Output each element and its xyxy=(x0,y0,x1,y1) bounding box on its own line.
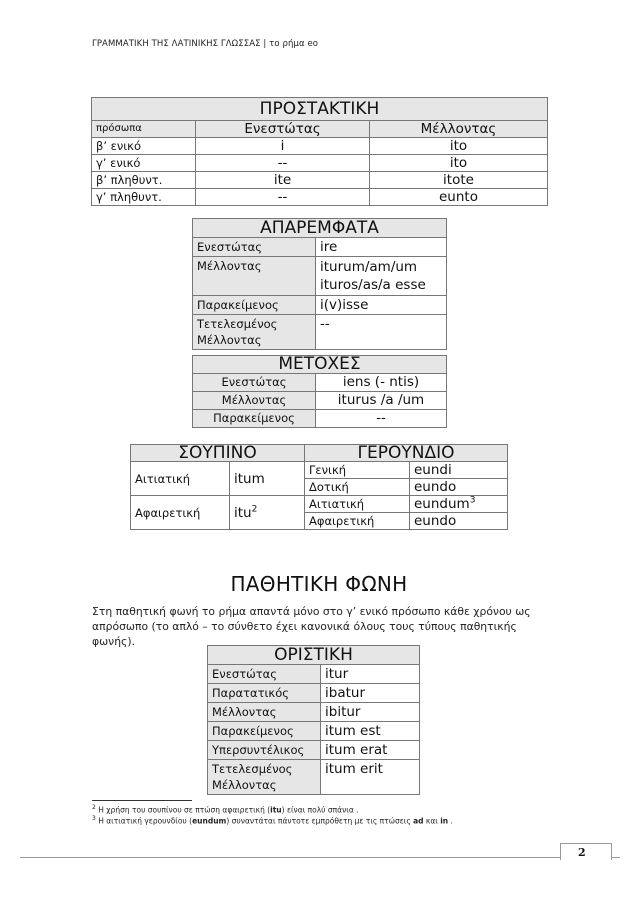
row-label: γ’ πληθυντ. xyxy=(92,189,196,206)
cell: iens (- ntis) xyxy=(316,374,447,392)
row-label: Παρακείμενος xyxy=(193,410,316,428)
table-row xyxy=(208,665,420,684)
table-row xyxy=(193,374,447,392)
indicative-title: ΟΡΙΣΤΙΚΗ xyxy=(208,646,420,665)
row-label: Αφαιρετική xyxy=(131,496,230,530)
table-row xyxy=(208,722,420,741)
footnote-text: ) είναι πολύ σπάνια . xyxy=(281,805,359,815)
footnote-text: Η χρήση του σουπίνου σε πτώση αφαιρετική ( xyxy=(95,805,271,815)
row-label: γ’ ενικό xyxy=(92,155,196,172)
cell: ire xyxy=(316,238,447,257)
cell: itum est xyxy=(321,722,420,741)
row-label: Αιτιατική xyxy=(305,496,410,513)
footnote-term: ad xyxy=(413,816,424,826)
row-label: Παρακείμενος xyxy=(193,296,316,315)
footnote-ref: 2 xyxy=(251,504,258,514)
table-row xyxy=(208,703,420,722)
table-row xyxy=(193,410,447,428)
cell: itum xyxy=(230,462,305,496)
cell: eunto xyxy=(370,189,548,206)
cell: eundo xyxy=(410,479,508,496)
table-row xyxy=(208,760,420,795)
row-label: Αφαιρετική xyxy=(305,513,410,530)
table-row xyxy=(92,138,548,155)
cell xyxy=(410,496,508,513)
row-label: β’ ενικό xyxy=(92,138,196,155)
footnote-text: και xyxy=(423,816,441,826)
table-row xyxy=(193,296,447,315)
footnote-text: ) συναντάται πάντοτε εμπρόθετη με τις πτώσεις xyxy=(226,816,414,826)
cell: i(v)isse xyxy=(316,296,447,315)
infinitives-table xyxy=(192,218,447,350)
infinitives-title: ΑΠΑΡΕΜΦΑΤΑ xyxy=(193,219,447,238)
row-label: β’ πληθυντ. xyxy=(92,172,196,189)
cell: itum erit xyxy=(321,760,420,795)
cell: iturum/am/um ituros/as/a esse xyxy=(316,257,447,296)
indicative-table xyxy=(207,645,420,795)
cell: eundi xyxy=(410,462,508,479)
cell: ito xyxy=(370,138,548,155)
table-row xyxy=(193,392,447,410)
row-label: Ενεστώτας xyxy=(193,238,316,257)
cell: ito xyxy=(370,155,548,172)
row-label: Τετελεσμένος Μέλλοντας xyxy=(208,760,321,795)
page-number-box xyxy=(560,843,612,860)
passive-heading: ΠΑΘΗΤΙΚΗ ΦΩΝΗ xyxy=(230,572,408,596)
table-row xyxy=(193,315,447,350)
col-future: Μέλλοντας xyxy=(370,121,548,138)
cell: -- xyxy=(196,155,370,172)
table-row xyxy=(193,238,447,257)
cell: itur xyxy=(321,665,420,684)
table-row xyxy=(208,684,420,703)
supine-title: ΣΟΥΠΙΝΟ xyxy=(131,445,305,462)
cell: ibatur xyxy=(321,684,420,703)
cell: ibitur xyxy=(321,703,420,722)
row-label: Δοτική xyxy=(305,479,410,496)
cell: -- xyxy=(316,410,447,428)
gerund-accusative-value: eundum xyxy=(414,496,470,512)
row-label: Μέλλοντας xyxy=(208,703,321,722)
table-row xyxy=(131,462,508,479)
supine-gerund-table xyxy=(130,444,508,530)
cell: -- xyxy=(316,315,447,350)
supine-ablative-value: itu xyxy=(234,504,252,521)
participles-title: ΜΕΤΟΧΕΣ xyxy=(193,356,447,374)
footer-rule-left xyxy=(20,857,560,858)
footnote-number: 3 xyxy=(92,815,96,822)
cell xyxy=(230,496,305,530)
footnote-term: itu xyxy=(270,805,282,815)
page-number: 2 xyxy=(578,846,586,859)
cell: eundo xyxy=(410,513,508,530)
footnote-term: in xyxy=(440,816,449,826)
footnote-3 xyxy=(92,815,453,826)
footnote-separator xyxy=(92,800,192,801)
table-row xyxy=(92,172,548,189)
row-label: Υπερσυντέλικος xyxy=(208,741,321,760)
cell: itum erat xyxy=(321,741,420,760)
footnote-2 xyxy=(92,804,359,815)
table-row xyxy=(92,189,548,206)
footnote-text: . xyxy=(448,816,453,826)
imperative-table xyxy=(91,97,548,206)
row-label: Παρατατικός xyxy=(208,684,321,703)
footnote-term: eundum xyxy=(192,816,227,826)
table-row xyxy=(131,496,508,513)
row-label: Αιτιατική xyxy=(131,462,230,496)
row-label: Τετελεσμένος Μέλλοντας xyxy=(193,315,316,350)
imperative-title: ΠΡΟΣΤΑΚΤΙΚΗ xyxy=(92,98,548,121)
footnote-number: 2 xyxy=(92,804,96,811)
row-label: Παρακείμενος xyxy=(208,722,321,741)
cell: itote xyxy=(370,172,548,189)
table-row xyxy=(92,155,548,172)
running-header: ΓΡΑΜΜΑΤΙΚΗ ΤΗΣ ΛΑΤΙΝΙΚΗΣ ΓΛΩΣΣΑΣ | το ρήμα eo xyxy=(92,39,319,49)
table-row xyxy=(193,257,447,296)
gerund-title: ΓΕΡΟΥΝΔΙΟ xyxy=(305,445,508,462)
cell: iturus /a /um xyxy=(316,392,447,410)
cell: ite xyxy=(196,172,370,189)
cell: -- xyxy=(196,189,370,206)
row-label: Ενεστώτας xyxy=(208,665,321,684)
footnote-text: Η αιτιατική γερουνδίου ( xyxy=(95,816,193,826)
row-label: Μέλλοντας xyxy=(193,257,316,296)
passive-paragraph: Στη παθητική φωνή το ρήμα απαντά μόνο στο γ’ ενικό πρόσωπο κάθε χρόνου ως απρόσωπο (το απλό – το σύνθετο έχει κανονικά όλους τους τύπους παθητικής φωνής). xyxy=(92,605,531,648)
col-present: Ενεστώτας xyxy=(196,121,370,138)
footnote-ref: 3 xyxy=(469,495,476,506)
row-label: Μέλλοντας xyxy=(193,392,316,410)
col-person: πρόσωπα xyxy=(92,121,196,138)
table-row xyxy=(208,741,420,760)
cell: i xyxy=(196,138,370,155)
participles-table xyxy=(192,355,447,428)
row-label: Ενεστώτας xyxy=(193,374,316,392)
row-label: Γενική xyxy=(305,462,410,479)
